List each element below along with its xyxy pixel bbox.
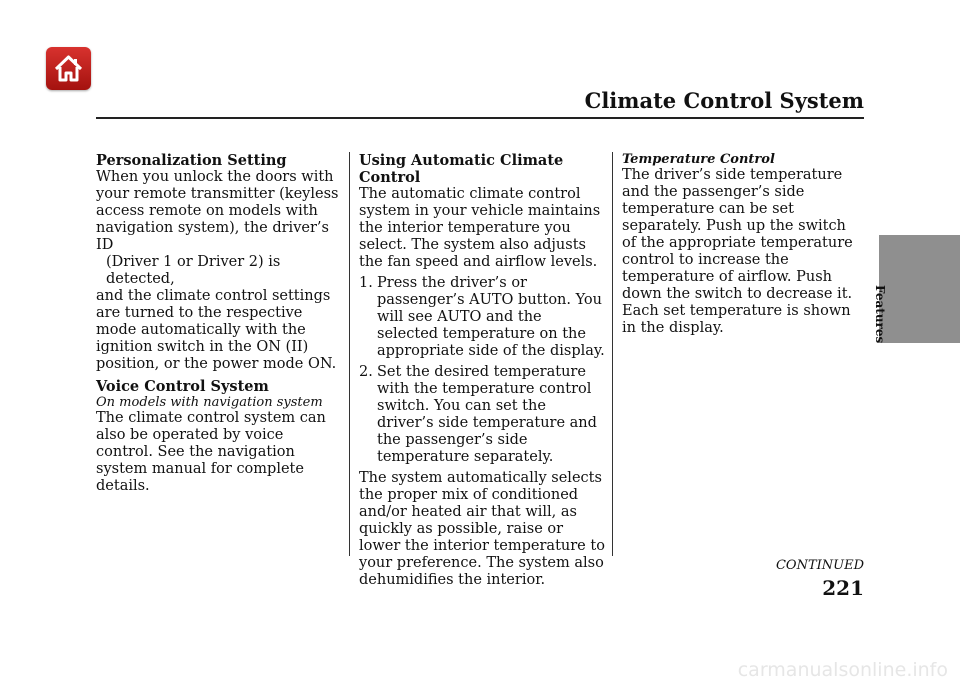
temperature-control-body: The driver’s side temperature and the passenger’s side temperature can be set separately. Push up the switch of the appropriate temperature control to increase the temperature of airflow. Push down the switch to decrease it. Each set temperature is shown in the display. [622, 167, 853, 336]
page-title: Climate Control System [584, 88, 864, 113]
column-temperature-control [622, 152, 864, 341]
voice-control-body: The climate control system can also be operated by voice control. See the navigation system manual for complete details. [96, 410, 326, 494]
step-number: 1. [359, 275, 373, 291]
step-number: 2. [359, 364, 373, 380]
automatic-climate-intro: The automatic climate control system in your vehicle maintains the interior temperature you select. The system also adjusts the fan speed and airflow levels. [359, 186, 601, 270]
personalization-heading: Personalization Setting [96, 152, 287, 169]
list-item [359, 275, 605, 360]
list-item [359, 364, 605, 466]
steps-list [359, 275, 605, 466]
section-tab-features[interactable] [873, 235, 960, 344]
header-divider [96, 117, 864, 119]
temperature-control-heading: Temperature Control [622, 152, 775, 167]
section-tab-label: Features [873, 285, 887, 344]
column-automatic-climate [359, 152, 605, 593]
automatic-climate-outro: The system automatically selects the proper mix of conditioned and/or heated air that will, as quickly as possible, raise or lower the interior temperature to your preference. The system also dehumidifies the interior. [359, 470, 605, 588]
personalization-body-indent: (Driver 1 or Driver 2) is detected, [106, 254, 281, 287]
voice-control-subheading: On models with navigation system [96, 395, 323, 410]
step-text: Set the desired temperature with the temperature control switch. You can set the driver’s side temperature and the passenger’s side temperature separately. [377, 364, 597, 465]
personalization-body-cont: and the climate control settings are turned to the respective mode automatically with the ignition switch in the ON (II) position, or the power mode ON. [96, 288, 337, 372]
continued-label: CONTINUED [775, 558, 864, 573]
voice-control-heading: Voice Control System [96, 378, 269, 395]
automatic-climate-heading: Using Automatic Climate Control [359, 152, 564, 186]
watermark: carmanualsonline.info [737, 659, 948, 681]
home-button[interactable] [46, 47, 91, 90]
column-divider [612, 152, 613, 556]
page-number: 221 [822, 576, 864, 600]
column-divider [349, 152, 350, 556]
step-text: Press the driver’s or passenger’s AUTO button. You will see AUTO and the selected temperature on the appropriate side of the display. [377, 275, 605, 359]
column-personalization [96, 152, 342, 499]
personalization-body: When you unlock the doors with your remote transmitter (keyless access remote on models with navigation system), the driver’s ID [96, 169, 339, 253]
home-icon [52, 53, 85, 84]
